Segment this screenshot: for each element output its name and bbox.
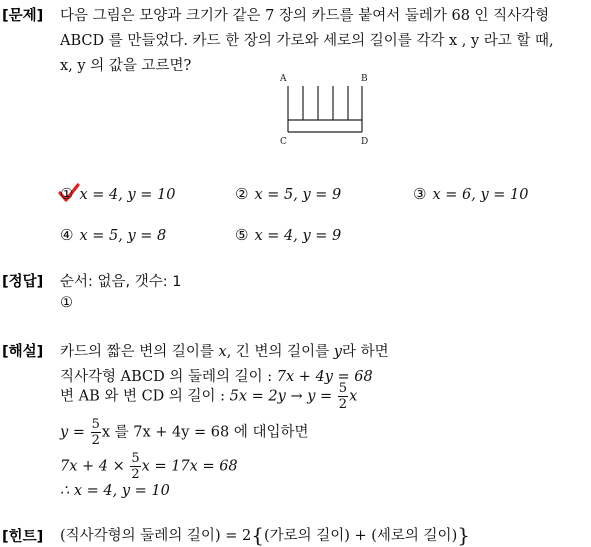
solution-conclusion: ∴ x = 4, y = 10 (60, 483, 170, 499)
solution-line-3-x: x (349, 388, 358, 405)
hint-line (60, 523, 470, 547)
hint-text-b: (가로의 길이) + (세로의 길이) (263, 528, 458, 544)
cards-figure (277, 72, 387, 148)
hint-brace-open: { (251, 523, 264, 547)
label-b: B (361, 74, 368, 84)
choice-3[interactable] (413, 185, 528, 203)
hint-brace-close: } (457, 523, 470, 547)
solution-line-3-a: 변 AB 와 변 CD 의 길이 : (60, 388, 230, 405)
choice-5-text: x = 4, y = 9 (254, 228, 342, 244)
fraction-5-over-2: $\frac{5}{2}$ (131, 451, 140, 482)
solution-line-1-a: 카드의 짧은 변의 길이를 (60, 344, 214, 360)
choice-4-text: x = 5, y = 8 (79, 228, 167, 244)
solution-line-1 (60, 340, 389, 361)
solution-line-4 (60, 418, 309, 447)
side-equation: 5x = 2y → y = (229, 388, 333, 405)
problem-line-2: ABCD 를 만들었다. 카드 한 장의 가로와 세로의 길이를 각각 x , y 라고 할 때, (60, 33, 554, 49)
solution-line-3 (60, 382, 357, 411)
choice-2-text: x = 5, y = 9 (254, 187, 342, 203)
label-d: D (361, 137, 369, 147)
problem-line-1: 다음 그림은 모양과 크기가 같은 7 장의 카드를 붙여서 둘레가 68 인 직사각형 (60, 8, 550, 24)
hint-text-a: (직사각형의 둘레의 길이) = 2 (60, 528, 252, 544)
solution-line-2-a: 직사각형 ABCD 의 둘레의 길이 : (60, 369, 277, 385)
choice-5-number: ⑤ (235, 226, 249, 244)
choice-1[interactable] (60, 185, 175, 203)
solution-line-1-c: 라 하면 (342, 344, 389, 360)
choice-3-number: ③ (413, 185, 427, 203)
fraction-5-over-2: $\frac{5}{2}$ (91, 417, 100, 448)
fraction-5-over-2: $\frac{5}{2}$ (338, 381, 348, 412)
problem-line-3: x, y 의 값을 고르면? (60, 58, 192, 74)
solution-line-5 (60, 452, 238, 481)
perimeter-equation: 7x + 4y = 68 (276, 369, 373, 385)
solution-line-5-a: 7x + 4 × (60, 458, 125, 475)
choice-2[interactable] (235, 185, 341, 203)
solution-var-x: x (218, 344, 227, 360)
label-c: C (280, 137, 287, 147)
choice-3-text: x = 6, y = 10 (432, 187, 529, 203)
hint-tag: [힌트] (2, 529, 44, 545)
solution-line-5-b: x = 17x = 68 (141, 458, 238, 475)
solution-line-1-b: , 긴 변의 길이를 (226, 344, 330, 360)
solution-line-4-b: x 를 7x + 4y = 68 에 대입하면 (101, 424, 309, 441)
label-a: A (280, 74, 287, 84)
answer-line-1: 순서: 없음, 갯수: 1 (60, 274, 182, 290)
choice-1-number: ① (60, 185, 74, 203)
answer-line-2: ① (60, 295, 73, 311)
choice-5[interactable] (235, 226, 341, 244)
answer-tag: [정답] (2, 274, 44, 290)
choice-4-number: ④ (60, 226, 74, 244)
choice-4[interactable] (60, 226, 166, 244)
solution-tag: [해설] (2, 344, 44, 360)
choice-1-text: x = 4, y = 10 (79, 187, 176, 203)
problem-tag: [문제] (2, 8, 44, 24)
choice-2-number: ② (235, 185, 249, 203)
solution-var-y: y (333, 344, 342, 360)
solution-line-4-y: y = (60, 424, 85, 441)
